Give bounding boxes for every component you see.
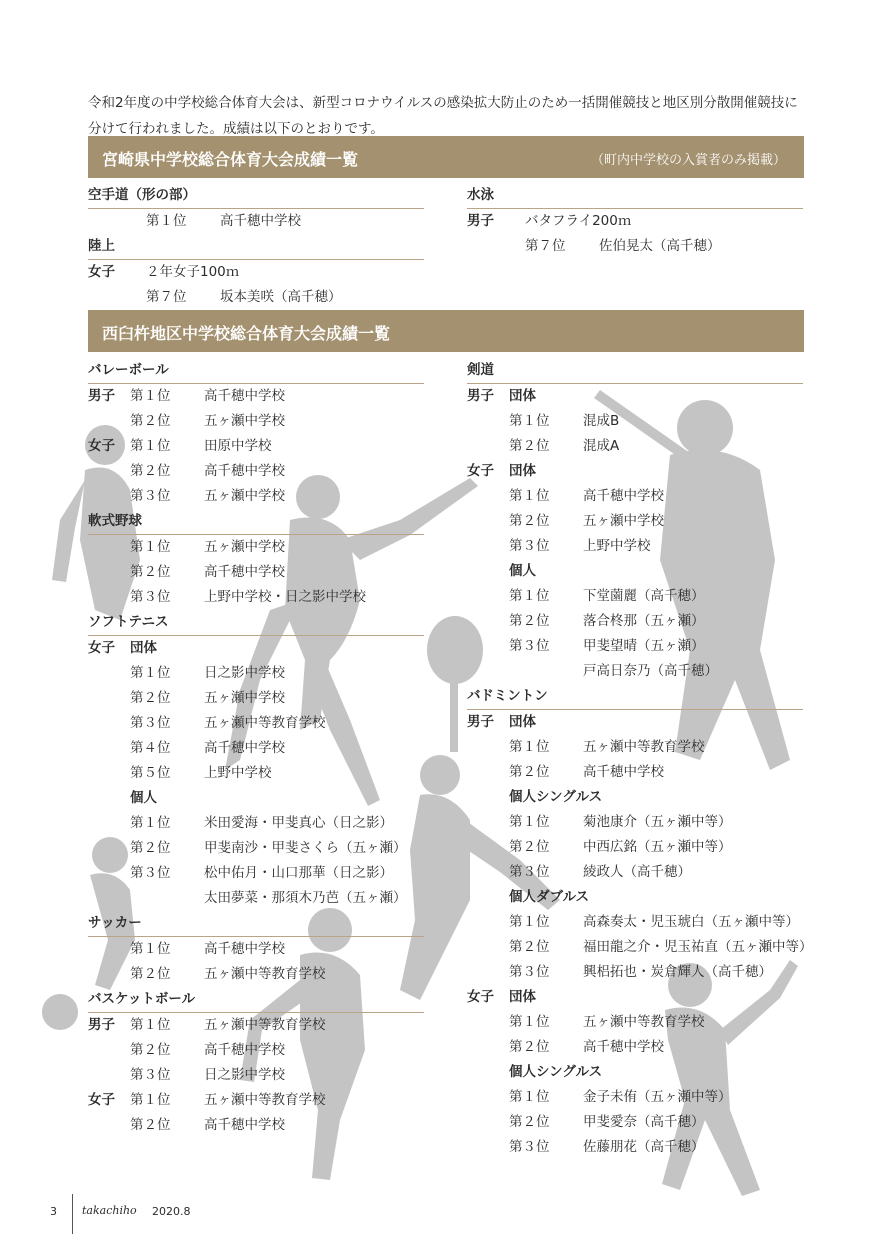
row-rank: 団体 <box>509 714 536 730</box>
result-row <box>88 686 424 711</box>
row-group-label: 女子 <box>88 1092 115 1108</box>
result-row <box>88 811 424 836</box>
district-results-header <box>88 310 804 352</box>
row-result: 五ヶ瀬中学校 <box>204 413 285 429</box>
row-result: 高千穂中学校 <box>204 740 285 756</box>
row-rank: 第２位 <box>509 1114 550 1130</box>
result-row <box>467 509 803 534</box>
event-heading: バレーボール <box>88 358 424 384</box>
event-heading: 陸上 <box>88 234 424 260</box>
result-row <box>88 1088 424 1113</box>
row-rank: 第１位 <box>130 941 171 957</box>
result-row <box>467 885 803 910</box>
row-result: 下堂薗麗（高千穂） <box>583 588 705 604</box>
row-result: 金子未侑（五ヶ瀬中等） <box>583 1089 732 1105</box>
row-rank: 第１位 <box>509 914 550 930</box>
row-result: 佐伯晃太（高千穂） <box>599 238 721 254</box>
row-rank: 第２位 <box>509 513 550 529</box>
row-result: 五ヶ瀬中等教育学校 <box>204 966 326 982</box>
result-row <box>88 535 424 560</box>
row-result: 高千穂中学校 <box>204 564 285 580</box>
result-row <box>467 785 803 810</box>
event-heading: ソフトテニス <box>88 610 424 636</box>
row-result: 松中佑月・山口那華（日之影） <box>204 865 393 881</box>
result-row <box>467 910 803 935</box>
result-row <box>467 484 803 509</box>
row-result: 菊池康介（五ヶ瀬中等） <box>583 814 732 830</box>
result-row <box>467 209 803 234</box>
row-group-label: 女子 <box>467 463 494 479</box>
result-row <box>467 985 803 1010</box>
result-row <box>88 585 424 610</box>
row-rank: 第１位 <box>130 1017 171 1033</box>
row-rank: 団体 <box>509 989 536 1005</box>
row-rank: 団体 <box>130 640 157 656</box>
row-result: 落合柊那（五ヶ瀬） <box>583 613 705 629</box>
result-row <box>88 1113 424 1138</box>
result-row <box>88 434 424 459</box>
row-result: 米田愛海・甲斐真心（日之影） <box>204 815 393 831</box>
row-result: 中西広銘（五ヶ瀬中等） <box>583 839 732 855</box>
event-heading: バスケットボール <box>88 987 424 1013</box>
row-group-label: 男子 <box>467 714 494 730</box>
row-rank: 第３位 <box>509 864 550 880</box>
row-result: 五ヶ瀬中学校 <box>204 488 285 504</box>
prefecture-results-left <box>88 183 424 310</box>
prefecture-results-right <box>467 183 803 259</box>
row-result: 綾政人（高千穂） <box>583 864 691 880</box>
row-rank: 第２位 <box>130 413 171 429</box>
row-result: 日之影中学校 <box>204 1067 285 1083</box>
result-row <box>467 609 803 634</box>
result-row <box>467 384 803 409</box>
row-rank: 第２位 <box>509 613 550 629</box>
result-row <box>467 760 803 785</box>
row-result: 坂本美咲（高千穂） <box>220 289 342 305</box>
result-row <box>467 459 803 484</box>
row-rank: 個人シングルス <box>509 1064 603 1080</box>
row-result: 高千穂中学校 <box>204 463 285 479</box>
row-rank: 個人ダブルス <box>509 889 590 905</box>
result-row <box>467 810 803 835</box>
event-heading: サッカー <box>88 911 424 937</box>
result-row <box>467 659 803 684</box>
row-rank: 団体 <box>509 388 536 404</box>
event-heading: 軟式野球 <box>88 509 424 535</box>
row-rank: 第１位 <box>509 413 550 429</box>
row-result: 上野中学校 <box>583 538 651 554</box>
row-rank: 第２位 <box>509 1039 550 1055</box>
result-row <box>88 937 424 962</box>
prefecture-results-header <box>88 136 804 178</box>
result-row <box>88 711 424 736</box>
row-rank: 個人シングルス <box>509 789 603 805</box>
row-rank: 第３位 <box>509 964 550 980</box>
row-rank: 第１位 <box>509 739 550 755</box>
row-result: 五ヶ瀬中等教育学校 <box>204 1017 326 1033</box>
row-result: 高千穂中学校 <box>204 1117 285 1133</box>
row-rank: ２年女子100ｍ <box>146 264 240 280</box>
row-rank: 第１位 <box>130 815 171 831</box>
row-rank: 第３位 <box>509 1139 550 1155</box>
district-results-right <box>467 358 813 1160</box>
row-group-label: 男子 <box>88 388 115 404</box>
row-result: 五ヶ瀬中学校 <box>204 690 285 706</box>
row-result: 興梠拓也・炭倉輝人（高千穂） <box>583 964 772 980</box>
result-row <box>88 761 424 786</box>
intro-text: 令和2年度の中学校総合体育大会は、新型コロナウイルスの感染拡大防止のため一括開催競技と地区別分散開催競技に分けて行われました。成績は以下のとおりです。 <box>88 94 798 137</box>
row-rank: 第２位 <box>509 939 550 955</box>
row-group-label: 女子 <box>467 989 494 1005</box>
row-rank: 第５位 <box>130 765 171 781</box>
row-rank: 第２位 <box>509 839 550 855</box>
row-result: 混成B <box>583 413 620 429</box>
result-row <box>88 736 424 761</box>
result-row <box>467 860 803 885</box>
row-rank: 第１位 <box>130 438 171 454</box>
row-result: 高千穂中学校 <box>204 1042 285 1058</box>
result-row <box>88 260 424 285</box>
row-rank: 第１位 <box>146 213 187 229</box>
result-row <box>467 835 803 860</box>
result-row <box>88 861 424 886</box>
row-rank: 団体 <box>509 463 536 479</box>
row-result: 五ヶ瀬中等教育学校 <box>583 1014 705 1030</box>
row-rank: 第２位 <box>130 1117 171 1133</box>
result-row <box>88 636 424 661</box>
result-row <box>88 786 424 811</box>
row-rank: 第３位 <box>130 589 171 605</box>
result-row <box>467 234 803 259</box>
result-row <box>467 1035 803 1060</box>
row-result: 五ヶ瀬中等教育学校 <box>204 715 326 731</box>
row-rank: 第２位 <box>509 438 550 454</box>
row-result: 五ヶ瀬中等教育学校 <box>204 1092 326 1108</box>
row-rank: 第２位 <box>130 690 171 706</box>
row-rank: 第１位 <box>509 588 550 604</box>
row-rank: 第７位 <box>525 238 566 254</box>
row-result: 上野中学校 <box>204 765 272 781</box>
magazine-brand: takachiho <box>82 1204 137 1217</box>
row-group-label: 女子 <box>88 264 115 280</box>
row-rank: 第１位 <box>130 1092 171 1108</box>
page-number: 3 <box>50 1205 57 1218</box>
row-rank: 第１位 <box>509 1089 550 1105</box>
row-rank: 第４位 <box>130 740 171 756</box>
result-row <box>88 384 424 409</box>
row-rank: バタフライ200ｍ <box>525 213 632 229</box>
result-row <box>467 584 803 609</box>
result-row <box>88 1063 424 1088</box>
result-row <box>88 962 424 987</box>
row-rank: 第７位 <box>146 289 187 305</box>
row-result: 日之影中学校 <box>204 665 285 681</box>
row-rank: 第１位 <box>130 539 171 555</box>
row-result: 混成A <box>583 438 620 454</box>
prefecture-results-title: 宮崎県中学校総合体育大会成績一覧 <box>102 150 359 169</box>
event-heading: 水泳 <box>467 183 803 209</box>
footer-divider <box>72 1194 73 1234</box>
prefecture-results-note: （町内中学校の入賞者のみ掲載） <box>590 153 786 168</box>
row-group-label: 女子 <box>88 438 115 454</box>
result-row <box>467 559 803 584</box>
result-row <box>467 710 803 735</box>
result-row <box>467 735 803 760</box>
row-rank: 第３位 <box>509 538 550 554</box>
row-result: 高千穂中学校 <box>204 941 285 957</box>
row-rank: 個人 <box>130 790 157 806</box>
result-row <box>88 409 424 434</box>
row-rank: 第２位 <box>509 764 550 780</box>
result-row <box>88 886 424 911</box>
result-row <box>467 1110 803 1135</box>
result-row <box>467 534 803 559</box>
row-result: 高森奏太・児玉琥白（五ヶ瀬中等） <box>583 914 799 930</box>
result-row <box>467 1060 803 1085</box>
row-result: 甲斐愛奈（高千穂） <box>583 1114 705 1130</box>
row-result: 五ヶ瀬中学校 <box>204 539 285 555</box>
row-result: 甲斐南沙・甲斐さくら（五ヶ瀬） <box>204 840 407 856</box>
row-group-label: 男子 <box>88 1017 115 1033</box>
result-row <box>88 209 424 234</box>
result-row <box>88 459 424 484</box>
result-row <box>88 560 424 585</box>
result-row <box>467 434 803 459</box>
row-result: 高千穂中学校 <box>583 1039 664 1055</box>
row-rank: 第１位 <box>509 1014 550 1030</box>
result-row <box>467 935 813 960</box>
row-rank: 第３位 <box>130 865 171 881</box>
row-rank: 第３位 <box>130 715 171 731</box>
result-row <box>88 285 424 310</box>
issue-date: 2020.8 <box>152 1205 191 1218</box>
result-row <box>467 409 803 434</box>
row-rank: 第３位 <box>130 1067 171 1083</box>
row-result: 戸高日奈乃（高千穂） <box>583 663 718 679</box>
row-group-label: 男子 <box>467 388 494 404</box>
row-rank: 第１位 <box>509 814 550 830</box>
row-rank: 第２位 <box>130 840 171 856</box>
row-result: 高千穂中学校 <box>220 213 301 229</box>
row-rank: 第３位 <box>509 638 550 654</box>
result-row <box>88 836 424 861</box>
row-result: 五ヶ瀬中学校 <box>583 513 664 529</box>
district-results-title: 西臼杵地区中学校総合体育大会成績一覧 <box>102 324 391 343</box>
result-row <box>467 1135 803 1160</box>
row-rank: 第１位 <box>509 488 550 504</box>
row-rank: 第２位 <box>130 1042 171 1058</box>
event-heading: バドミントン <box>467 684 803 710</box>
row-rank: 個人 <box>509 563 536 579</box>
row-result: 太田夢菜・那須木乃芭（五ヶ瀬） <box>204 890 407 906</box>
row-result: 田原中学校 <box>204 438 272 454</box>
result-row <box>467 1010 803 1035</box>
row-result: 五ヶ瀬中等教育学校 <box>583 739 705 755</box>
result-row <box>467 634 803 659</box>
row-rank: 第２位 <box>130 966 171 982</box>
event-heading: 空手道（形の部） <box>88 183 424 209</box>
result-row <box>467 1085 803 1110</box>
result-row <box>88 1038 424 1063</box>
result-row <box>88 1013 424 1038</box>
row-result: 甲斐望晴（五ヶ瀬） <box>583 638 705 654</box>
row-group-label: 女子 <box>88 640 115 656</box>
row-result: 上野中学校・日之影中学校 <box>204 589 366 605</box>
page-footer <box>0 1186 874 1236</box>
district-results-left <box>88 358 424 1138</box>
result-row <box>88 484 424 509</box>
row-result: 高千穂中学校 <box>583 764 664 780</box>
row-result: 佐藤朋花（高千穂） <box>583 1139 705 1155</box>
result-row <box>467 960 803 985</box>
row-rank: 第２位 <box>130 564 171 580</box>
row-rank: 第２位 <box>130 463 171 479</box>
row-result: 高千穂中学校 <box>583 488 664 504</box>
result-row <box>88 661 424 686</box>
row-result: 福田龍之介・児玉祐直（五ヶ瀬中等） <box>583 939 813 955</box>
row-rank: 第１位 <box>130 388 171 404</box>
row-rank: 第３位 <box>130 488 171 504</box>
row-group-label: 男子 <box>467 213 494 229</box>
row-rank: 第１位 <box>130 665 171 681</box>
event-heading: 剣道 <box>467 358 803 384</box>
row-result: 高千穂中学校 <box>204 388 285 404</box>
